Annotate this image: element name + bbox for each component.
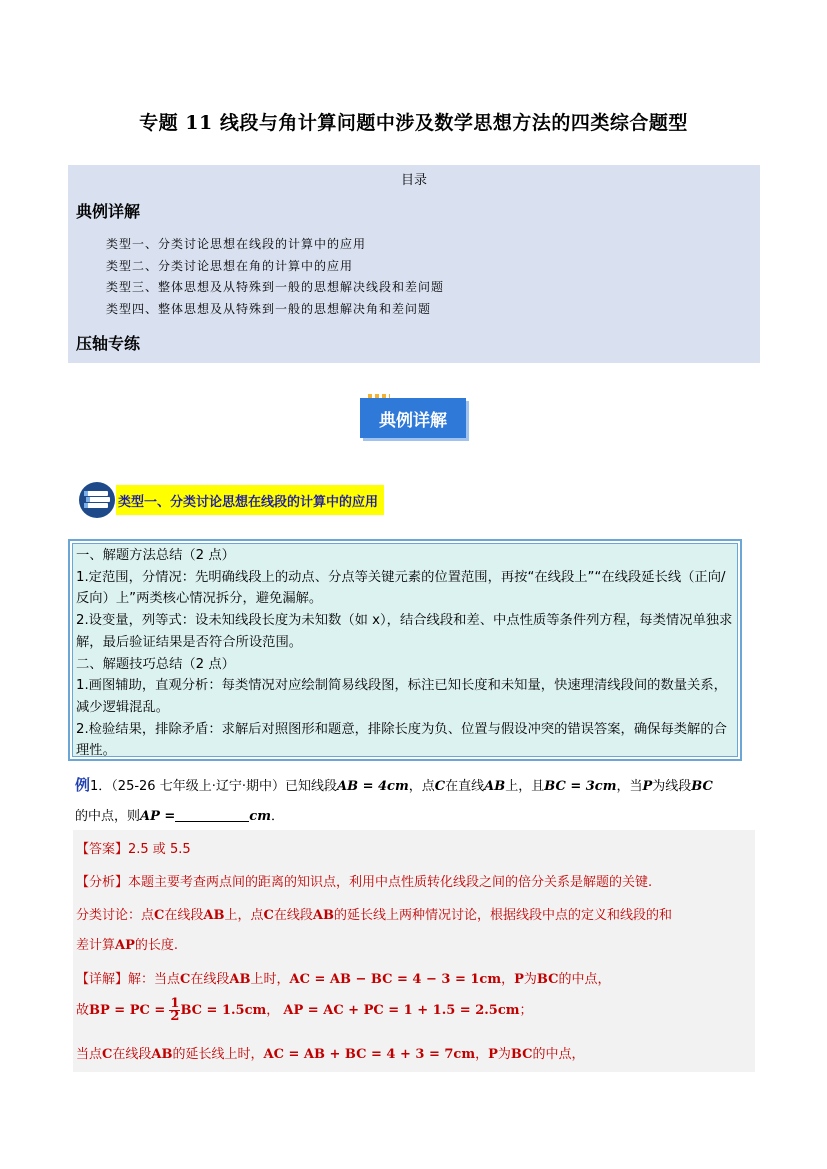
math-var: BC [691, 779, 713, 794]
discussion-line: 分类讨论：点C在线段AB上，点C在线段AB的延长线上两种情况讨论，根据线段中点的定义和线段的和 [76, 908, 672, 923]
toc-item[interactable]: 类型二、分类讨论思想在角的计算中的应用 [106, 259, 354, 273]
summary-line: 一、解题方法总结（2 点） [76, 548, 235, 563]
example-text: ，当 [616, 779, 643, 794]
method-summary-box [68, 539, 742, 761]
summary-line: 1.定范围，分情况：先明确线段上的动点、分点等关键元素的位置范围，再按“在线段上”“在线段延长线（正向/反向）上”两类核心情况拆分，避免漏解。 [76, 569, 726, 607]
summary-line: 2.设变量，列等式：设未知线段长度为未知数（如 x），结合线段和差、中点性质等条件列方程，每类情况单独求解，最后验证结果是否符合所设范围。 [76, 613, 733, 650]
summary-line: 二、解题技巧总结（2 点） [76, 656, 235, 672]
summary-line: 2.检验结果，排除矛盾：求解后对照图形和题意，排除长度为负、位置与假设冲突的错误答案，确保每类解的合理性。 [76, 721, 727, 759]
fraction: $\frac{1}{2}$ [170, 996, 180, 1024]
detail-line: 故BP = PC = $\frac{1}{2}$ BC = 1.5cm， AP = AC + PC = 1 + 1.5 = 2.5cm； [76, 996, 533, 1024]
section-title: 类型一、分类讨论思想在线段的计算中的应用 [116, 485, 384, 515]
example-text: 上，且 [505, 779, 545, 794]
detail-line: 【详解】解：当点C在线段AB上时，AC = AB − BC = 4 − 3 = 1cm，P为BC的中点， [76, 972, 611, 987]
toc-heading-practice[interactable]: 压轴专练 [76, 334, 141, 353]
toc-item[interactable]: 类型一、分类讨论思想在线段的计算中的应用 [106, 237, 367, 251]
toc-item[interactable]: 类型三、整体思想及从特殊到一般的思想解决线段和差问题 [106, 280, 445, 294]
math-var: C [434, 779, 446, 794]
math-expr: BC = 3cm [544, 779, 617, 794]
answer-section [73, 830, 755, 1072]
example-text: 在直线 [445, 779, 485, 794]
toc-label: 目录 [400, 173, 427, 188]
analysis-line: 【分析】本题主要考查两点间的距离的知识点，利用中点性质转化线段之间的倍分关系是解题的关键. [76, 875, 653, 890]
math-var: AB [484, 779, 506, 794]
discussion-line: 差计算AP的长度. [76, 938, 179, 953]
unit: cm [249, 809, 271, 824]
example-text: 为线段 [652, 779, 692, 794]
example-question [75, 770, 755, 832]
toc-item[interactable]: 类型四、整体思想及从特殊到一般的思想解决角和差问题 [106, 302, 432, 316]
math-expr: AP = [140, 809, 176, 824]
math-expr: AB = 4cm [336, 779, 409, 794]
answer-blank[interactable] [175, 807, 249, 822]
example-text: 的中点，则 [75, 809, 141, 824]
toc-heading-examples[interactable]: 典例详解 [76, 202, 141, 221]
example-number: 1 [90, 779, 99, 794]
example-text: ．（25-26 七年级上·辽宁·期中）已知线段 [98, 779, 337, 794]
example-text: ． [270, 809, 284, 824]
summary-line: 1.画图辅助，直观分析：每类情况对应绘制简易线段图，标注已知长度和未知量，快速理清线段间的数量关系，减少逻辑混乱。 [76, 678, 727, 715]
section-badge: 典例详解 [360, 398, 466, 438]
document-title: 专题 11 线段与角计算问题中涉及数学思想方法的四类综合题型 [139, 112, 688, 134]
books-icon [78, 482, 116, 518]
math-var: P [642, 779, 653, 794]
answer-line: 【答案】2.5 或 5.5 [76, 842, 191, 857]
table-of-contents [68, 165, 760, 363]
detail-line: 当点C在线段AB的延长线上时，AC = AB + BC = 4 + 3 = 7cm，P为BC的中点， [76, 1047, 585, 1062]
example-text: ，点 [408, 779, 435, 794]
example-label: 例 [75, 776, 91, 794]
